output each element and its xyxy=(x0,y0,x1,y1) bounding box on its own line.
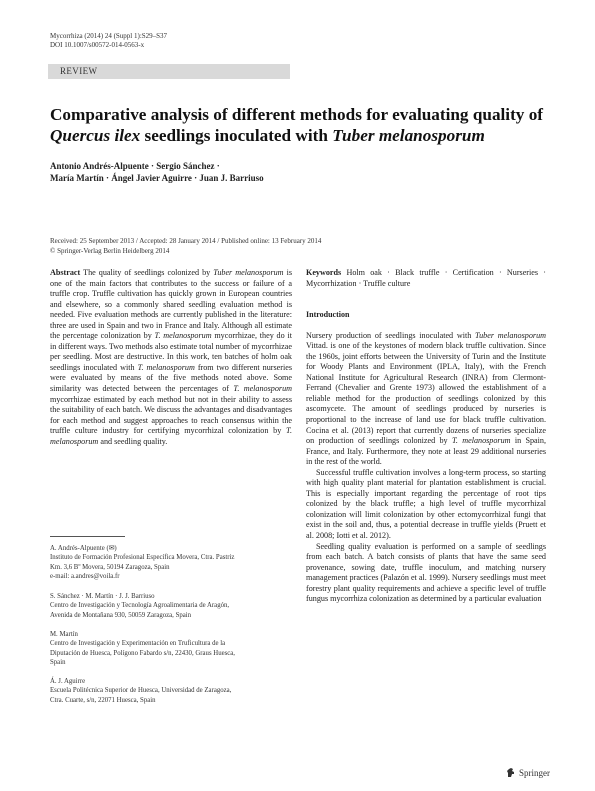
publication-dates xyxy=(50,237,321,256)
publisher-logo xyxy=(506,767,550,778)
affiliation: Á. J. Aguirre Escuela Politécnica Superior de Huesca, Universidad de Zaragoza, Ctra. Cuarte, s/n, 22071 Huesca, Spain xyxy=(50,678,232,704)
article-type-banner xyxy=(48,64,290,79)
author-line: María Martín · Ángel Javier Aguirre · Juan J. Barriuso xyxy=(50,173,264,183)
publisher-name: Springer xyxy=(519,767,550,778)
right-column xyxy=(306,268,546,605)
article-type-label: REVIEW xyxy=(60,66,98,76)
author-list xyxy=(50,160,264,184)
copyright: © Springer-Verlag Berlin Heidelberg 2014 xyxy=(50,246,170,255)
abstract-label: Abstract xyxy=(50,268,81,277)
section-heading: Introduction xyxy=(306,310,350,320)
paragraph: Seedling quality evaluation is performed on a sample of seedlings from each batch. A batch consists of plants that have the same seed provenance, sowing date, truffle inoculum, and matching nursery management practices (Palazón et al. 1999). Nursery seedlings must meet forestry plant quality requirements and achieve a specific level of truffle fungus mycorrhiza colonization as determined by a particular evaluation xyxy=(306,541,546,604)
footnote-divider xyxy=(50,536,125,537)
paragraph: Successful truffle cultivation involves a long-term process, so starting with high quality plant material for plantation establishment is crucial. This is especially important regarding the percentage of root tips colonized by the black truffle; a high level of truffle mycorrhizal colonization will limit colonization by other ectomycorrhizal fungi that exist in the soil and, thus, a potential decrease in truffle yields (Pruett et al. 2008; Iotti et al. 2012). xyxy=(306,467,546,541)
affiliation: A. Andrés-Alpuente (✉) Instituto de Formación Profesional Específica Movera, Ctra. Pastriz Km. 3,6 Bº Movera, 50194 Zaragoza, Spain e-mail: a.andres@voila.fr xyxy=(50,545,235,580)
paragraph: Nursery production of seedlings inoculated with Tuber melanosporum Vittad. is one of the keystones of modern black truffle cultivation. Since the 1960s, joint efforts between the University of Turin and the Institute for Woody Plants and Environment (IPLA, Italy), with the French National Institute for Agricultural Research (INRA) from Clermont-Ferrand (Chevalier and Grente 1973) allowed the establishment of a reliable method for the production of seedlings colonized by this ascomycete. The amount of seedlings produced by nurseries is proportional to the increase of land use for black truffle cultivation. Cocina et al. (2013) report that currently dozens of nurseries specialize on production of seedlings colonized by T. melanosporum in Spain, France, and Italy. Furthermore, they note at least 29 additional nurseries in the rest of the world. xyxy=(306,330,547,467)
springer-horse-icon xyxy=(506,767,516,778)
doi: DOI 10.1007/s00572-014-0563-x xyxy=(50,41,145,49)
received-dates: Received: 25 September 2013 / Accepted: 28 January 2014 / Published online: 13 February 2014 xyxy=(50,237,322,245)
affiliation: M. Martín Centro de Investigación y Experimentación en Truficultura de la Diputación de Huesca, Polígono Fabardo s/n, 22430, Graus Huesca, Spain xyxy=(50,631,235,666)
journal-citation: Mycorrhiza (2014) 24 (Suppl 1):S29–S37 xyxy=(50,32,168,40)
keywords: Keywords Holm oak · Black truffle · Certification · Nurseries · Mycorrhization · Truffle culture xyxy=(306,268,546,288)
article-title: Comparative analysis of different methods for evaluating quality of Quercus ilex seedlings inoculated with Tuber melanosporum xyxy=(50,105,544,145)
affiliation: S. Sánchez · M. Martín · J. J. Barriuso Centro de Investigación y Tecnología Agroalimentaria de Aragón, Avenida de Montañana 930, 50059 Zaragoza, Spain xyxy=(50,593,230,619)
abstract: Abstract The quality of seedlings colonized by Tuber melanosporum is one of the main factors that contributes to the success or failure of a truffle crop. Truffle cultivation has quickly grown in European countries and elsewhere, so a commonly shared seedling evaluation method is needed. Five evaluation methods are currently published in the literature: three are used in Spain and two in France and Italy. Although all estimate the percentage colonization by T. melanosporum mycorrhizae, they do it in different ways. Two methods also estimate total number of mycorrhizae per seedling. Most are destructive. In this work, ten batches of holm oak seedlings inoculated with T. melanosporum from two different nurseries were evaluated by means of the five methods noted above. Some similarity was detected between the percentages of T. melanosporum mycorrhizae estimated by each method but not in their ability to assess the suitability of each batch. We discuss the advantages and disadvantages for each method and suggest approaches to reach consensus within the truffle culture industry for certifying mycorrhizal colonization by T. melanosporum and seedling quality. xyxy=(50,268,293,446)
author-line: Antonio Andrés-Alpuente · Sergio Sánchez · xyxy=(50,161,220,171)
